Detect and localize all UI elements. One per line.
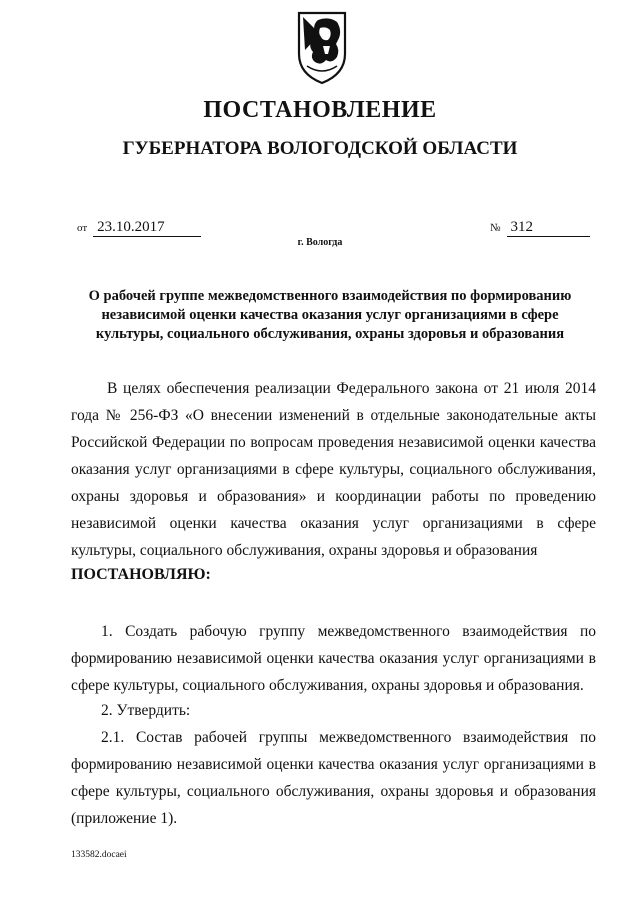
document-title: ПОСТАНОВЛЕНИЕ	[203, 97, 437, 123]
document-subtitle: ГУБЕРНАТОРА ВОЛОГОДСКОЙ ОБЛАСТИ	[122, 138, 518, 159]
item-1-paragraph: 1. Создать рабочую группу межведомственного взаимодействия по формированию независимой оценки качества оказания услуг организациями в сфере культуры, социального обслуживания, охраны здоровья и образования.	[71, 623, 596, 694]
item-2-paragraph: 2. Утвердить:	[101, 702, 191, 719]
city-label: г. Вологда	[297, 237, 343, 248]
number-value: 312	[507, 220, 590, 237]
item-2-1-paragraph: 2.1. Состав рабочей группы межведомственного взаимодействия по формированию независимой оценки качества оказания услуг организациями в сфере культуры, социального обслуживания, охраны здоровья и образования (приложение 1).	[71, 729, 596, 827]
intro-paragraph: В целях обеспечения реализации Федерального закона от 21 июля 2014 года № 256-ФЗ «О внесении изменений в отдельные законодательные акты Российской Федерации по вопросам проведения независимой оценки качества оказания услуг организациями в сфере культуры, социального обслуживания, охраны здоровья и образования» и координации работы по проведению независимой оценки качества оказания услуг организациями в сфере культуры, социального обслуживания, охраны здоровья и образования	[71, 380, 596, 559]
resolve-heading: ПОСТАНОВЛЯЮ:	[71, 566, 211, 583]
document-subject: О рабочей группе межведомственного взаимодействия по формированию независимой оценки качества оказания услуг организациями в сфере культуры, социального обслуживания, охраны здоровья и образования	[88, 288, 572, 342]
number-row	[490, 220, 590, 237]
footer-doc-code: 133582.docaei	[71, 850, 127, 860]
date-value: 23.10.2017	[93, 220, 201, 237]
date-row	[77, 220, 201, 237]
coat-of-arms-icon	[296, 10, 348, 86]
date-label: от	[77, 222, 88, 234]
number-label: №	[490, 222, 501, 234]
